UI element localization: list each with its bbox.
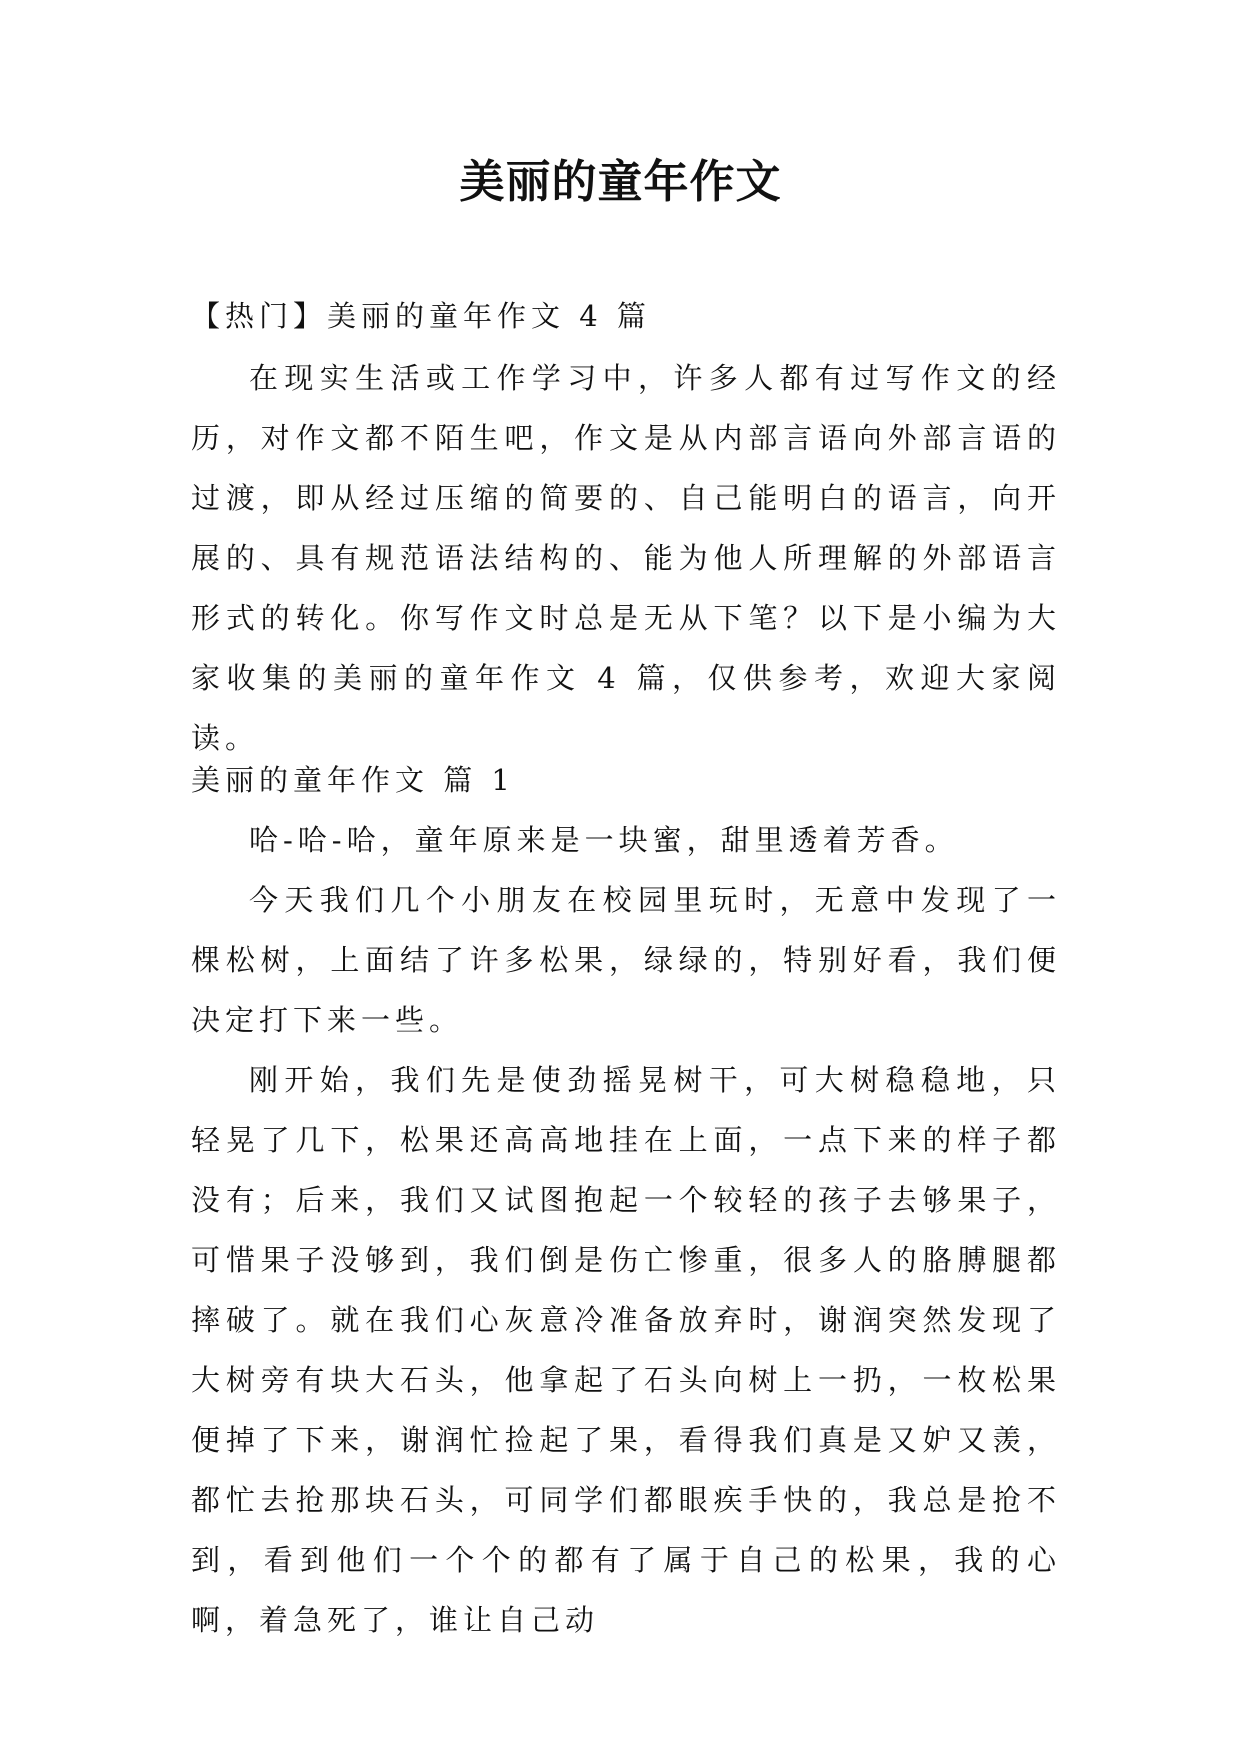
- paragraph: 刚开始，我们先是使劲摇晃树干，可大树稳稳地，只轻晃了几下，松果还高高地挂在上面，一点下来的样子都没有；后来，我们又试图抱起一个较轻的孩子去够果子，可惜果子没够到，我们倒是伤亡惨重，很多人的胳膊腿都摔破了。就在我们心灰意冷准备放弃时，谢润突然发现了大树旁有块大石头，他拿起了石头向树上一扔，一枚松果便掉了下来，谢润忙捡起了果，看得我们真是又妒又羡，都忙去抢那块石头，可同学们都眼疾手快的，我总是抢不到，看到他们一个个的都有了属于自己的松果，我的心啊，着急死了，谁让自己动: [191, 1063, 1061, 1637]
- document-title: 美丽的童年作文: [459, 155, 782, 208]
- section-body: [191, 810, 1061, 1650]
- paragraph: 今天我们几个小朋友在校园里玩时，无意中发现了一棵松树，上面结了许多松果，绿绿的，特别好看，我们便决定打下来一些。: [191, 883, 1061, 1037]
- intro-paragraph: 在现实生活或工作学习中，许多人都有过写作文的经历，对作文都不陌生吧，作文是从内部言语向外部言语的过渡，即从经过压缩的简要的、自己能明白的语言，向开展的、具有规范语法结构的、能为他人所理解的外部语言形式的转化。你写作文时总是无从下笔？以下是小编为大家收集的美丽的童年作文 4 篇，仅供参考，欢迎大家阅读。: [191, 361, 1061, 755]
- paragraph: 哈-哈-哈，童年原来是一块蜜，甜里透着芳香。: [249, 823, 959, 857]
- document-subtitle: 【热门】美丽的童年作文 4 篇: [191, 299, 651, 333]
- section-heading: 美丽的童年作文 篇 1: [191, 763, 515, 797]
- intro-section: [191, 348, 1061, 768]
